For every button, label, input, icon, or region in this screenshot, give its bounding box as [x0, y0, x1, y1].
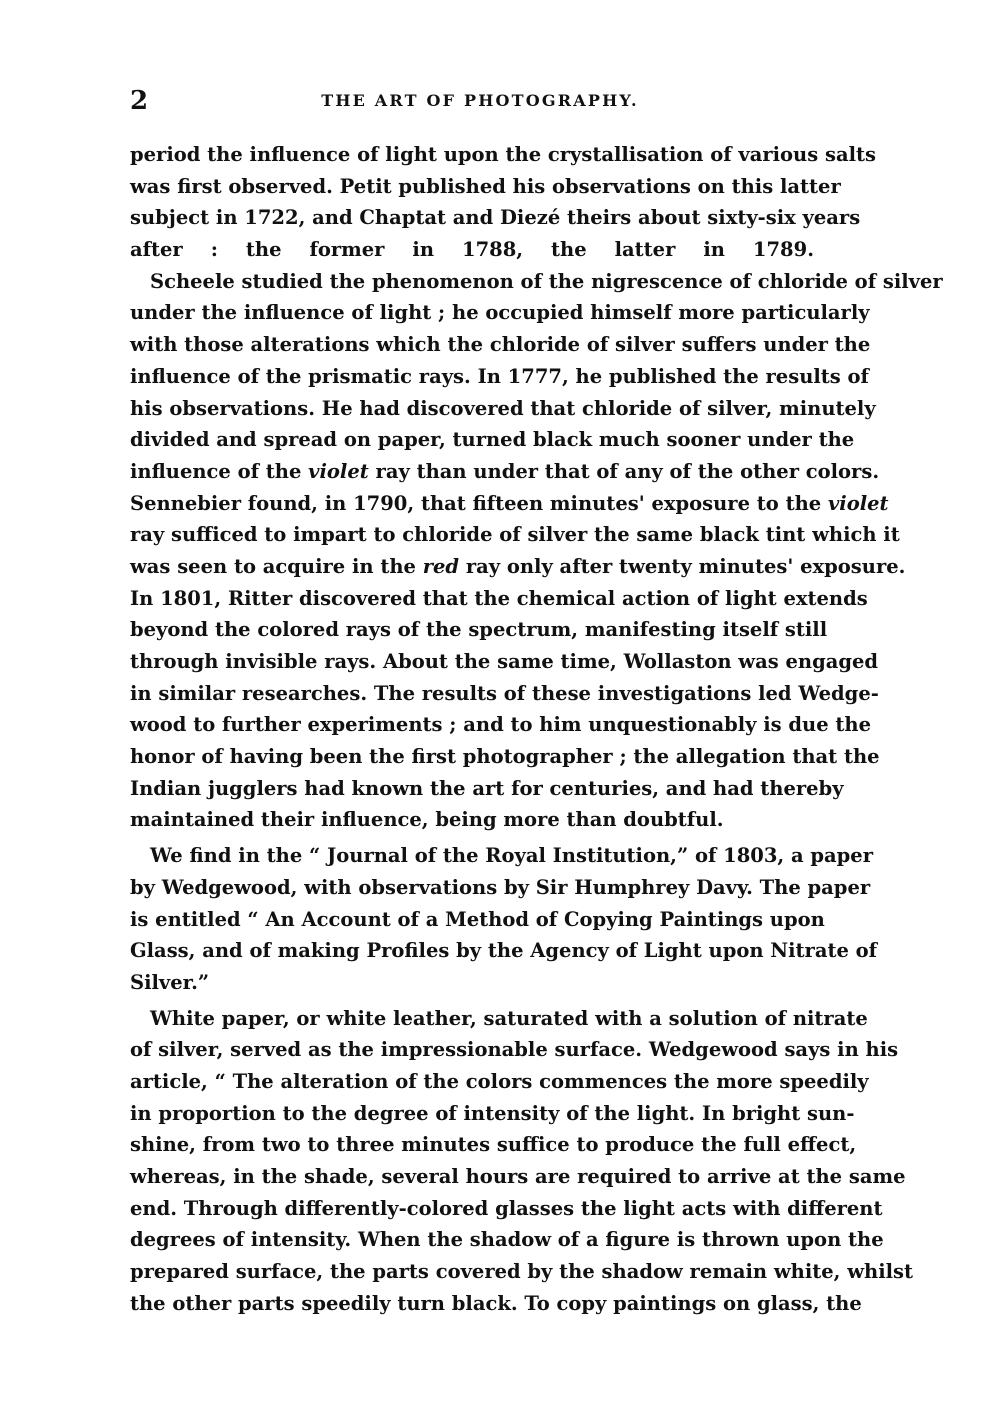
text-line: ray sufficed to impart to chloride of silver the same black tint which it — [130, 523, 900, 547]
text-line: Indian jugglers had known the art for centuries, and had thereby — [130, 776, 844, 800]
paragraph — [130, 139, 877, 266]
text-line: maintained their influence, being more than doubtful. — [130, 808, 724, 832]
text-line: Silver.” — [130, 970, 210, 994]
text-line: honor of having been the first photographer ; the allegation that the — [130, 745, 880, 769]
text-line: prepared surface, the parts covered by the shadow remain white, whilst — [130, 1260, 914, 1284]
paragraph — [130, 840, 878, 998]
text-line: was seen to acquire in the red ray only after twenty minutes' exposure. — [130, 554, 906, 578]
text-line: beyond the colored rays of the spectrum, manifesting itself still — [130, 618, 828, 642]
text-line: his observations. He had discovered that chloride of silver, minutely — [130, 396, 876, 420]
text-line: through invisible rays. About the same time, Wollaston was engaged — [130, 650, 879, 673]
text-line: end. Through differently-colored glasses the light acts with different — [130, 1196, 883, 1220]
text-line: of silver, served as the impressionable surface. Wedgewood says in his — [130, 1038, 899, 1062]
text-line: We find in the “ Journal of the Royal Institution,” of 1803, a paper — [150, 844, 873, 868]
body-text — [130, 139, 943, 1319]
italic-word: violet — [308, 459, 369, 483]
text-line: is entitled “ An Account of a Method of Copying Paintings upon — [130, 907, 825, 931]
text-line: shine, from two to three minutes suffice to produce the full effect, — [130, 1133, 857, 1157]
page-header — [130, 86, 814, 116]
text-line: under the influence of light ; he occupied himself more particularly — [130, 301, 870, 325]
running-head: THE ART OF PHOTOGRAPHY. — [321, 91, 639, 110]
text-line: was first observed. Petit published his observations on this latter — [130, 174, 841, 198]
text-line: Scheele studied the phenomenon of the nigrescence of chloride of silver — [150, 269, 943, 293]
text-line: Sennebier found, in 1790, that fifteen minutes' exposure to the violet — [130, 491, 889, 515]
text-line: period the influence of light upon the crystallisation of various salts — [130, 143, 877, 166]
text-line: wood to further experiments ; and to him unquestionably is due the — [130, 713, 872, 737]
text-line: influence of the prismatic rays. In 1777, he published the results of — [130, 364, 869, 388]
italic-word: red — [422, 554, 460, 578]
text-line: influence of the violet ray than under that of any of the other colors. — [130, 459, 880, 483]
italic-word: violet — [827, 491, 889, 515]
text-line: in similar researches. The results of these investigations led Wedge- — [130, 681, 879, 705]
page-number: 2 — [130, 86, 149, 116]
text-line: subject in 1722, and Chaptat and Diezé theirs about sixty-six years — [130, 206, 861, 230]
text-line: in proportion to the degree of intensity of the light. In bright sun- — [130, 1101, 855, 1125]
text-line: by Wedgewood, with observations by Sir Humphrey Davy. The paper — [130, 875, 871, 899]
text-line: after : the former in 1788, the latter in 1789. — [130, 238, 814, 262]
text-line: degrees of intensity. When the shadow of a figure is thrown upon the — [130, 1228, 884, 1252]
text-line: In 1801, Ritter discovered that the chemical action of light extends — [130, 586, 868, 610]
text-line: divided and spread on paper, turned black much sooner under the — [130, 428, 855, 452]
text-line: whereas, in the shade, several hours are required to arrive at the same — [130, 1165, 906, 1188]
text-line: with those alterations which the chloride of silver suffers under the — [130, 333, 871, 357]
text-line: White paper, or white leather, saturated with a solution of nitrate — [150, 1006, 868, 1030]
text-line: the other parts speedily turn black. To copy paintings on glass, the — [130, 1291, 862, 1315]
text-line: article, “ The alteration of the colors commences the more speedily — [130, 1069, 869, 1093]
paragraph — [130, 1003, 914, 1320]
paragraph — [130, 266, 943, 836]
text-line: Glass, and of making Profiles by the Agency of Light upon Nitrate of — [130, 939, 878, 963]
